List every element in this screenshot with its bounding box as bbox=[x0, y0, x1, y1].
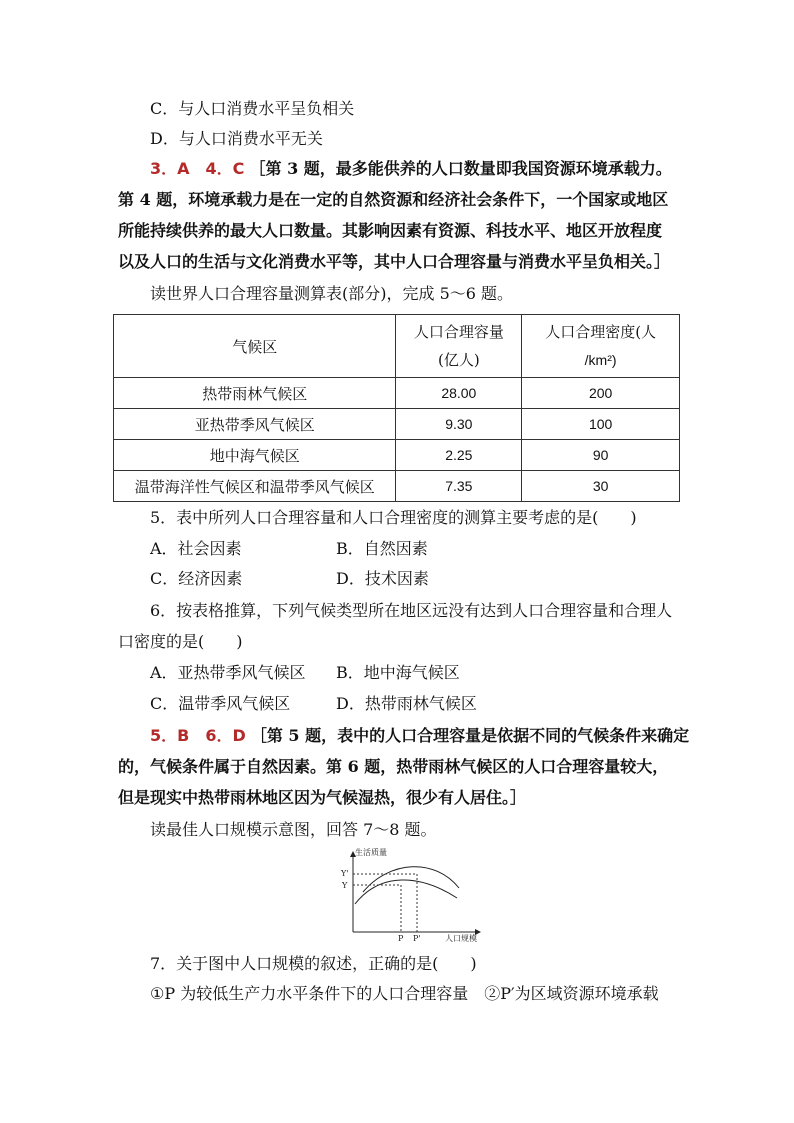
option-d-prev: D．与人口消费水平无关 bbox=[150, 129, 323, 148]
question-5-option-b: B．自然因素 bbox=[336, 539, 428, 558]
question-6-option-d: D．热带雨林气候区 bbox=[336, 694, 477, 713]
table-row bbox=[114, 378, 680, 409]
explanation-line: 但是现实中热带雨林地区因为气候湿热，很少有人居住。］ bbox=[118, 788, 527, 807]
figure-intro: 读最佳人口规模示意图，回答 7～8 题。 bbox=[150, 820, 437, 839]
cell-density: 30 bbox=[522, 471, 680, 502]
table-row bbox=[114, 409, 680, 440]
question-5-stem: 5．表中所列人口合理容量和人口合理密度的测算主要考虑的是( ) bbox=[150, 508, 637, 527]
explanation-line: 以及人口的生活与文化消费水平等，其中人口合理容量与消费水平呈负相关。］ bbox=[118, 252, 671, 271]
answer-label: 5．B 6．D bbox=[150, 726, 246, 745]
cell-density: 100 bbox=[522, 409, 680, 440]
answer-explanation: ［第 3 题，最多能供养的人口数量即我国资源环境承载力。 bbox=[249, 159, 672, 178]
question-6-option-b: B．地中海气候区 bbox=[336, 663, 460, 682]
table-intro: 读世界人口合理容量测算表(部分)，完成 5～6 题。 bbox=[150, 284, 514, 303]
question-5-option-a: A．社会因素 bbox=[150, 539, 242, 558]
y-axis-label: 生活质量 bbox=[355, 848, 387, 857]
cell-zone: 热带雨林气候区 bbox=[114, 378, 396, 409]
explanation-line: 的，气候条件属于自然因素。第 6 题，热带雨林气候区的人口合理容量较大， bbox=[118, 757, 669, 776]
column-header-zone: 气候区 bbox=[114, 315, 396, 378]
tick-p-prime: P' bbox=[413, 934, 421, 942]
population-capacity-table bbox=[113, 314, 680, 502]
column-header-density: 人口合理密度(人 /km²) bbox=[522, 315, 680, 378]
cell-zone: 温带海洋性气候区和温带季风气候区 bbox=[114, 471, 396, 502]
question-5-option-c: C．经济因素 bbox=[150, 569, 243, 588]
question-6-stem: 6．按表格推算，下列气候类型所在地区远没有达到人口合理容量和合理人 bbox=[150, 601, 673, 620]
table-row bbox=[114, 471, 680, 502]
upper-curve bbox=[363, 867, 459, 892]
cell-density: 200 bbox=[522, 378, 680, 409]
question-6-option-c: C．温带季风气候区 bbox=[150, 694, 291, 713]
explanation-line: 所能持续供养的最大人口数量。其影响因素有资源、科技水平、地区开放程度 bbox=[118, 221, 663, 240]
table-header-row bbox=[114, 315, 680, 378]
question-7-options: ①P 为较低生产力水平条件下的人口合理容量 ②P′为区域资源环境承载 bbox=[150, 984, 659, 1003]
cell-capacity: 28.00 bbox=[396, 378, 522, 409]
cell-capacity: 7.35 bbox=[396, 471, 522, 502]
cell-zone: 地中海气候区 bbox=[114, 440, 396, 471]
answer-5-6 bbox=[150, 725, 710, 747]
cell-density: 90 bbox=[522, 440, 680, 471]
population-scale-diagram bbox=[335, 846, 485, 942]
column-header-capacity: 人口合理容量 (亿人) bbox=[396, 315, 522, 378]
tick-y-prime: Y' bbox=[341, 869, 349, 878]
cell-zone: 亚热带季风气候区 bbox=[114, 409, 396, 440]
answer-3-4 bbox=[150, 158, 710, 180]
question-6-option-a: A．亚热带季风气候区 bbox=[150, 663, 306, 682]
lower-curve bbox=[355, 880, 457, 904]
question-5-option-d: D．技术因素 bbox=[336, 569, 429, 588]
explanation-line: 第 4 题，环境承载力是在一定的自然资源和经济社会条件下，一个国家或地区 bbox=[118, 190, 669, 209]
answer-explanation: ［第 5 题，表中的人口合理容量是依据不同的气候条件来确定 bbox=[250, 726, 690, 745]
cell-capacity: 2.25 bbox=[396, 440, 522, 471]
tick-y: Y bbox=[342, 881, 348, 890]
option-c-prev: C．与人口消费水平呈负相关 bbox=[150, 99, 355, 118]
question-6-stem-cont: 口密度的是( ) bbox=[118, 632, 243, 651]
tick-p: P bbox=[398, 934, 404, 942]
table-row bbox=[114, 440, 680, 471]
answer-label: 3．A 4．C bbox=[150, 159, 245, 178]
cell-capacity: 9.30 bbox=[396, 409, 522, 440]
x-axis-label: 人口规模 bbox=[445, 934, 477, 942]
question-7-stem: 7．关于图中人口规模的叙述，正确的是( ) bbox=[150, 954, 477, 973]
